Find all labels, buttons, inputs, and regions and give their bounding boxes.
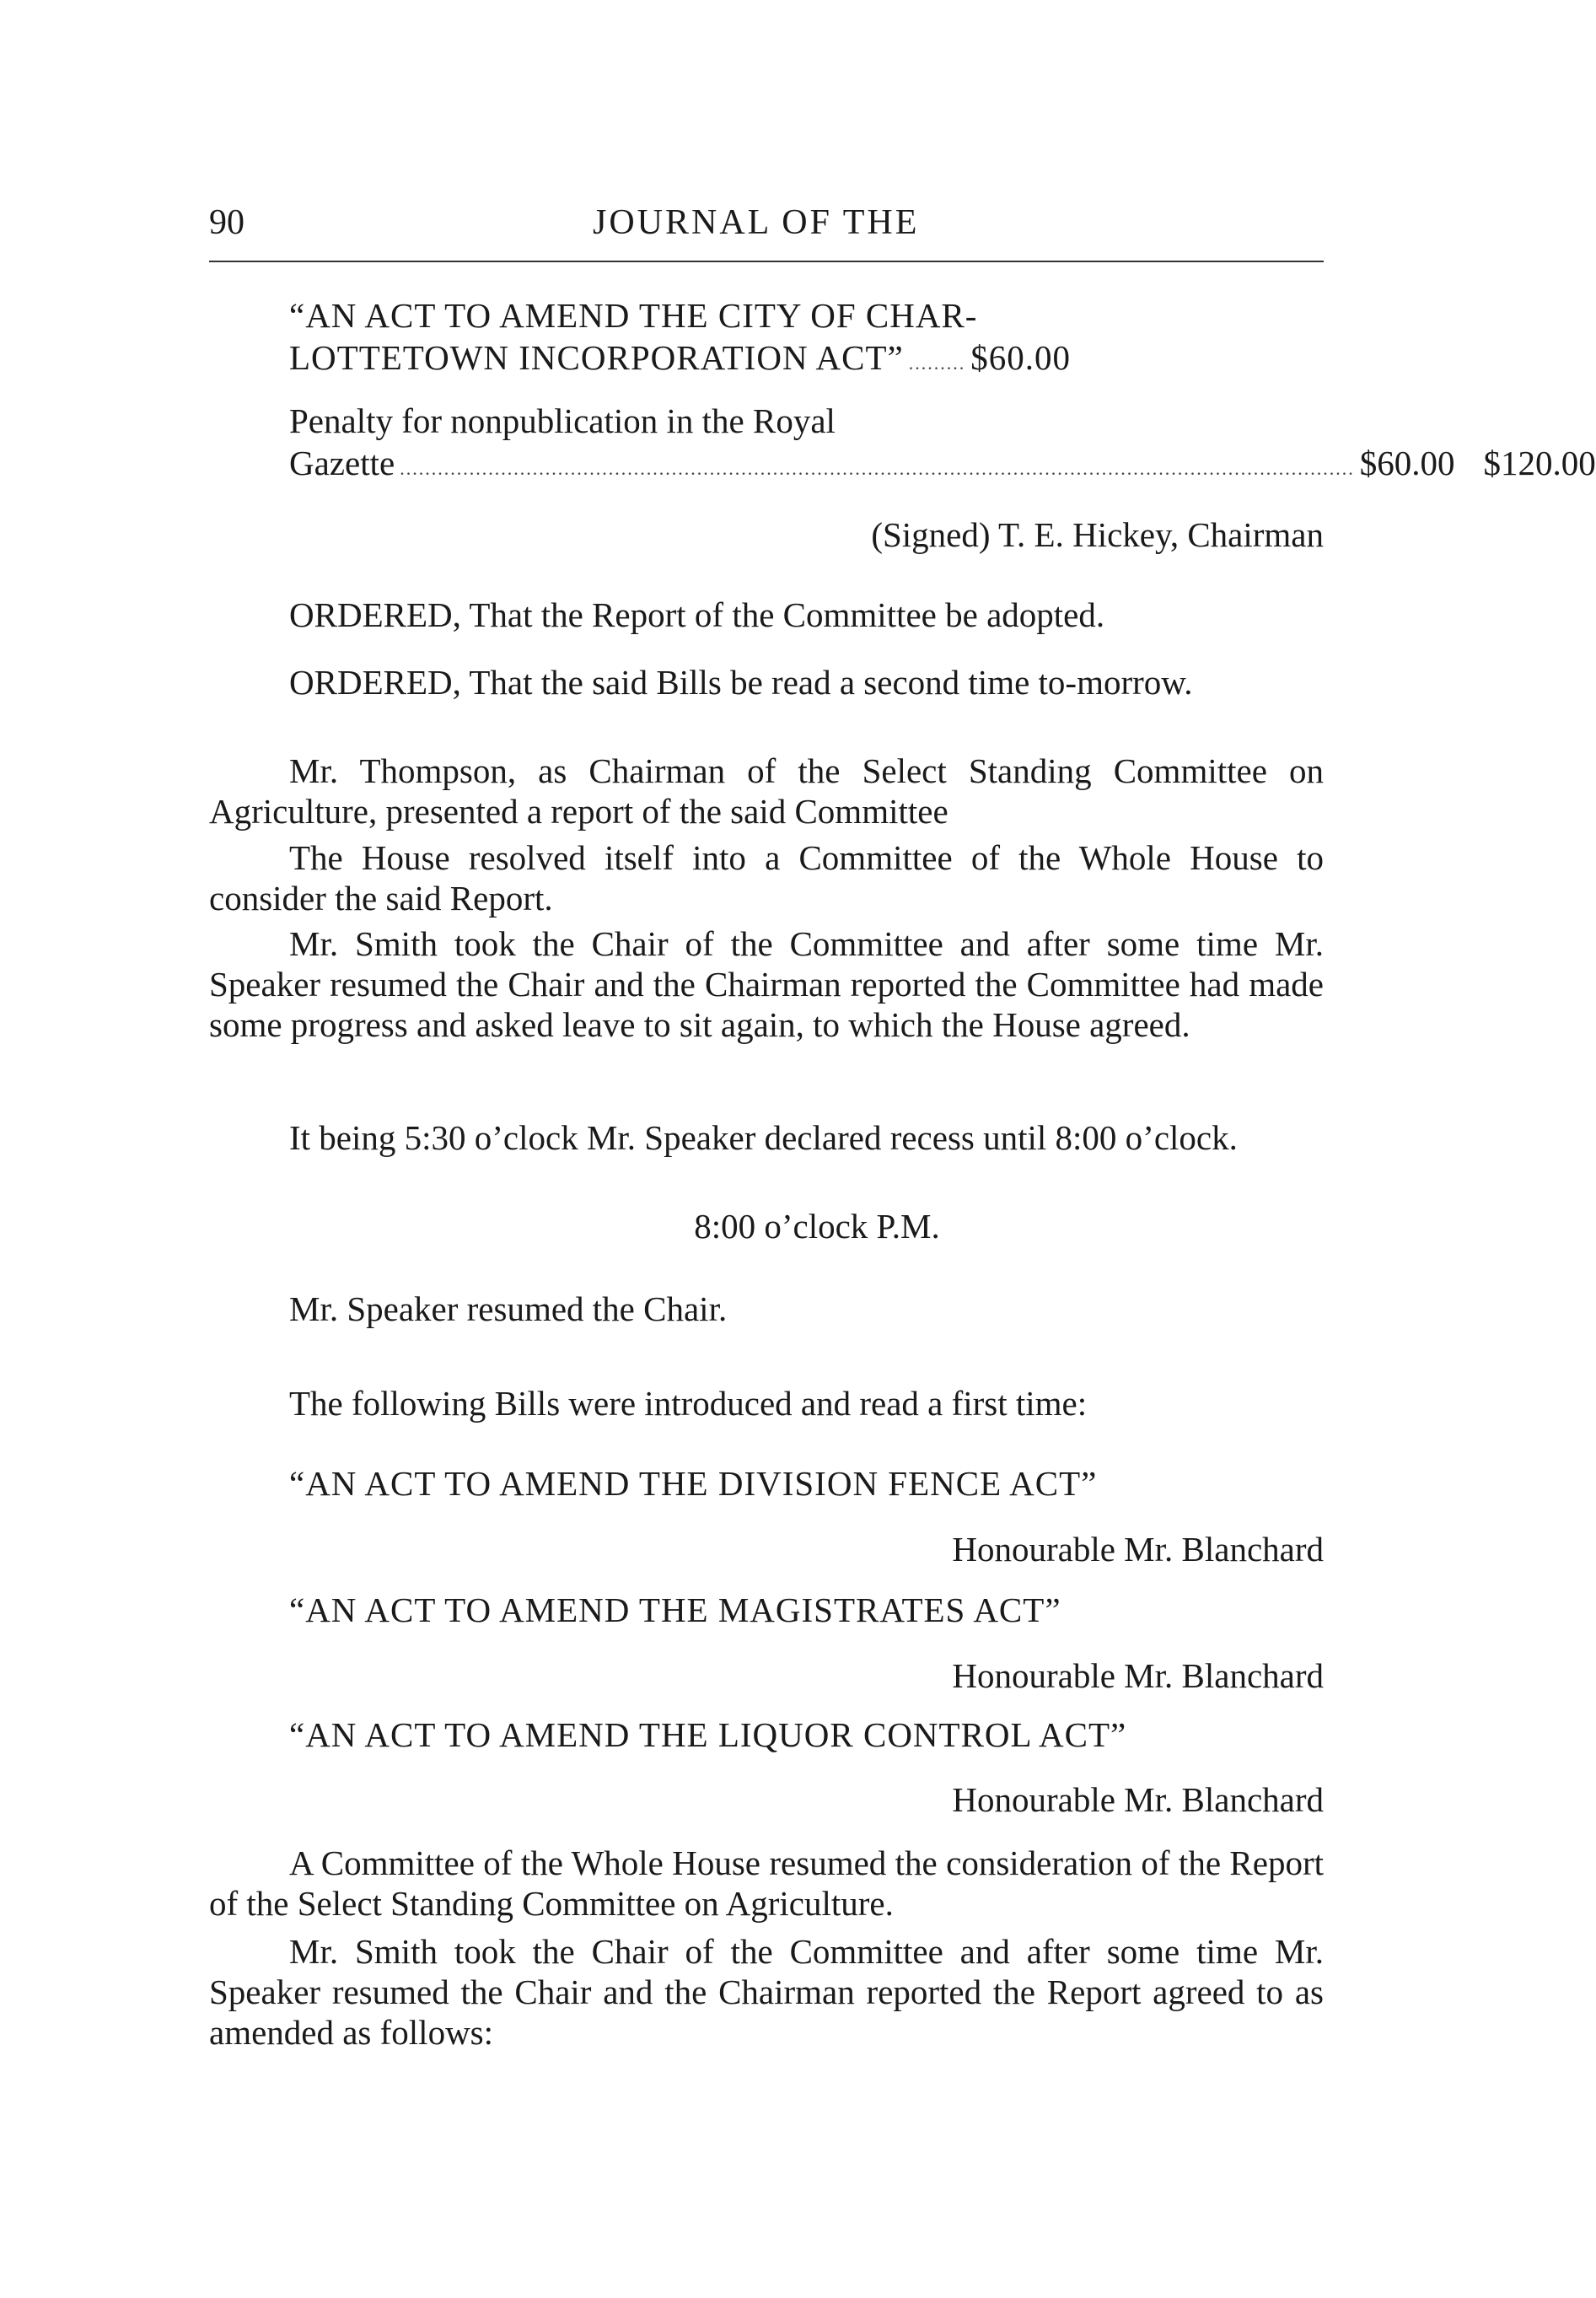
page-header bbox=[209, 194, 1324, 245]
bill2-title: “AN ACT TO AMEND THE MAGISTRATES ACT” bbox=[289, 1590, 1061, 1629]
ordered-report-adopted: ORDERED, That the Report of the Committee be adopted. bbox=[289, 595, 1105, 634]
signature: (Signed) T. E. Hickey, Chairman bbox=[871, 515, 1324, 554]
leader-dots: ......... bbox=[908, 353, 966, 374]
bill2-sponsor: Honourable Mr. Blanchard bbox=[952, 1656, 1324, 1695]
smith-chair-progress: Mr. Smith took the Chair of the Committee and after some time Mr. Speaker resumed the Chair and the Chairman reported the Committee had made some progress and asked leave to sit again, to which the House agreed. bbox=[209, 924, 1324, 1044]
committee-resumed: A Committee of the Whole House resumed the consideration of the Report of the Select Standing Committee on Agriculture. bbox=[209, 1843, 1324, 1923]
penalty-line1: Penalty for nonpublication in the Royal bbox=[289, 401, 836, 440]
act-title-line2: LOTTETOWN INCORPORATION ACT” bbox=[289, 338, 904, 377]
page-number: 90 bbox=[209, 203, 245, 242]
total-amount: $120.00 bbox=[1483, 444, 1596, 482]
ordered-second-reading: ORDERED, That the said Bills be read a second time to-morrow. bbox=[289, 663, 1193, 702]
act-title-line1: “AN ACT TO AMEND THE CITY OF CHAR- bbox=[289, 296, 978, 335]
penalty-line2-row bbox=[209, 443, 1596, 489]
act-title-line2-row bbox=[209, 337, 1404, 384]
speaker-resumed: Mr. Speaker resumed the Chair. bbox=[289, 1289, 728, 1328]
leader-dots: ....................................................................................................................................................... bbox=[400, 458, 1355, 479]
journal-page bbox=[209, 194, 1596, 2052]
bill3-title: “AN ACT TO AMEND THE LIQUOR CONTROL ACT” bbox=[289, 1715, 1127, 1754]
bill1-sponsor: Honourable Mr. Blanchard bbox=[952, 1530, 1324, 1569]
thompson-report: Mr. Thompson, as Chairman of the Select Standing Committee on Agriculture, presented a report of the said Committee bbox=[209, 751, 1324, 831]
time-heading: 8:00 o’clock P.M. bbox=[694, 1207, 940, 1246]
penalty-line2: Gazette bbox=[289, 444, 395, 482]
bills-introduced: The following Bills were introduced and read a first time: bbox=[289, 1384, 1088, 1423]
bill3-sponsor: Honourable Mr. Blanchard bbox=[952, 1780, 1324, 1819]
recess-notice: It being 5:30 o’clock Mr. Speaker declared recess until 8:00 o’clock. bbox=[289, 1118, 1238, 1157]
bill1-title: “AN ACT TO AMEND THE DIVISION FENCE ACT” bbox=[289, 1464, 1098, 1503]
penalty-amount: $60.00 bbox=[1359, 444, 1455, 482]
act-amount: $60.00 bbox=[970, 338, 1071, 377]
house-resolved: The House resolved itself into a Committee of the Whole House to consider the said Report. bbox=[209, 838, 1324, 918]
header-rule bbox=[209, 261, 1324, 262]
running-title: JOURNAL OF THE bbox=[593, 203, 920, 242]
report-agreed: Mr. Smith took the Chair of the Committee and after some time Mr. Speaker resumed the Chair and the Chairman reported the Report agreed to as amended as follows: bbox=[209, 1932, 1324, 2052]
